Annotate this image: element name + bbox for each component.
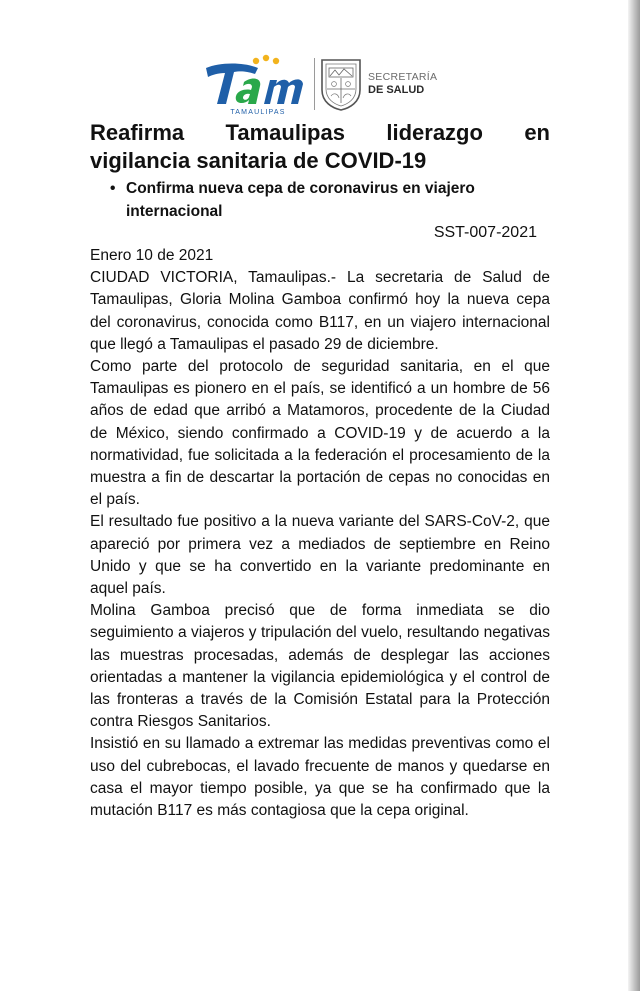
paragraph: El resultado fue positivo a la nueva variante del SARS-CoV-2, que apareció por primera vez a mediados de septiembre en Reino Unido y que se ha convertido en la variante predominante en aquel país. bbox=[90, 513, 550, 598]
logo-divider bbox=[314, 58, 315, 110]
tam-tamaulipas-logo bbox=[200, 52, 312, 116]
page-edge-shadow bbox=[628, 0, 640, 991]
headline: Reafirma Tamaulipas liderazgo en vigilancia sanitaria de COVID-19 bbox=[90, 120, 550, 173]
state-seal-icon bbox=[318, 56, 364, 112]
subhead bbox=[110, 177, 566, 223]
bullet-marker: • bbox=[110, 180, 116, 197]
paragraph: Molina Gamboa precisó que de forma inmediata se dio seguimiento a viajeros y tripulación del vuelo, resultando negativas las muestras procesadas, además de desplegar las acciones orientadas a mantener la vigilancia epidemiológica y el control de las fronteras a través de la Comisión Estatal para la Protección contra Riesgos Sanitarios. bbox=[90, 602, 550, 731]
dateline: Enero 10 de 2021 bbox=[90, 247, 214, 264]
agency-name-line2: DE SALUD bbox=[368, 84, 425, 96]
letterhead bbox=[200, 52, 460, 116]
subhead-text: Confirma nueva cepa de coronavirus en viajero internacional bbox=[126, 180, 475, 220]
paragraph: CIUDAD VICTORIA, Tamaulipas.- La secretaria de Salud de Tamaulipas, Gloria Molina Gamboa confirmó hoy la nueva cepa del coronavirus, conocida como B117, en un viajero internacional que llegó a Tamaulipas el pasado 29 de diciembre. bbox=[90, 269, 550, 353]
reference-number: SST-007-2021 bbox=[433, 224, 537, 241]
logo-subtitle: TAMAULIPAS bbox=[230, 109, 286, 116]
paragraph: Como parte del protocolo de seguridad sanitaria, en el que Tamaulipas es pionero en el país, se identificó a un hombre de 56 años de edad que arribó a Matamoros, procedente de la Ciudad de México, siendo confirmado a COVID-19 y de acuerdo a la normatividad, fue solicitada a la federación el procesamiento de la muestra a fin de descartar la portación de cepas no conocidas en el país. bbox=[90, 358, 550, 509]
article-body bbox=[90, 245, 550, 822]
agency-name-line1: SECRETARÍA bbox=[368, 71, 438, 83]
paragraph: Insistió en su llamado a extremar las medidas preventivas como el uso del cubrebocas, el lavado frecuente de manos y quedarse en casa el mayor tiempo posible, ya que se ha confirmado que la mutación B117 es más contagiosa que la cepa original. bbox=[90, 735, 550, 820]
